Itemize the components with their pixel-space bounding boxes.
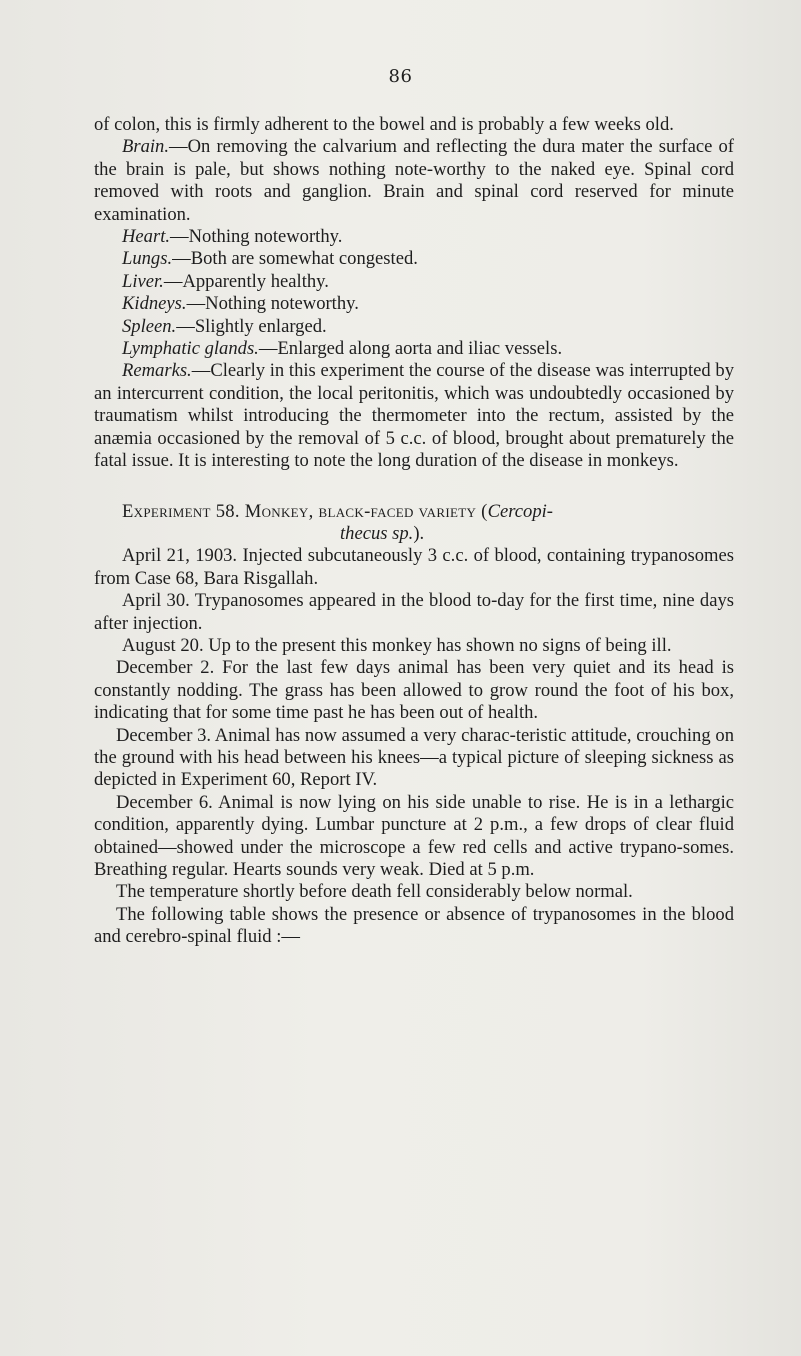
- experiment-entry-april-30: April 30. Trypanosomes appeared in the blood to-day for the first time, nine days after injection.: [94, 590, 734, 634]
- page-number: 86: [388, 66, 413, 87]
- body-text: [94, 114, 734, 949]
- experiment-entry-table-intro: The following table shows the presence or absence of trypanosomes in the blood and cerebro-spinal fluid :—: [94, 903, 734, 948]
- autopsy-entry-label: Liver.: [122, 270, 164, 292]
- experiment-heading-species-cont: thecus sp.: [340, 522, 414, 544]
- remarks-paragraph: [94, 360, 734, 472]
- autopsy-entry-text: —Nothing noteworthy.: [170, 226, 343, 248]
- autopsy-entry-text: —Nothing noteworthy.: [186, 293, 359, 315]
- autopsy-entry-label: Spleen.: [122, 315, 177, 337]
- autopsy-entry-text: —Enlarged along aorta and iliac vessels.: [258, 338, 563, 360]
- experiment-heading-suffix: ).: [413, 522, 425, 544]
- experiment-entry-december-6: December 6. Animal is now lying on his side unable to rise. He is in a lethargic condition, apparently dying. Lumbar puncture at 2 p.m., a few drops of clear fluid obtained—showed under the microscope a few red cells and active trypano-somes. Breathing regular. Hearts sounds very weak. Died at 5 p.m.: [94, 791, 734, 880]
- autopsy-entry-label: Kidneys.: [122, 293, 187, 315]
- autopsy-entry-text: —On removing the calvarium and reflecting the dura mater the surface of the brain is pale, but shows nothing note-worthy to the naked eye. Spinal cord removed with roots and ganglion. Brain and spinal cord reserved for minute examination.: [94, 136, 734, 225]
- autopsy-entry-label: Lungs.: [122, 248, 173, 270]
- autopsy-entry-lymphatic: [94, 338, 734, 360]
- remarks-label: Remarks.: [122, 360, 192, 382]
- experiment-heading: [94, 501, 734, 523]
- autopsy-entry-text: —Apparently healthy.: [163, 270, 329, 292]
- autopsy-entry-text: —Both are somewhat congested.: [172, 248, 418, 270]
- autopsy-entry-label: Brain.: [122, 136, 170, 158]
- autopsy-continuation: of colon, this is firmly adherent to the bowel and is probably a few weeks old.: [94, 114, 674, 135]
- experiment-entry-april-21: April 21, 1903. Injected subcutaneously 3 c.c. of blood, containing trypanosomes from Case 68, Bara Risgallah.: [94, 545, 734, 589]
- experiment-entry-december-3: December 3. Animal has now assumed a very charac-teristic attitude, crouching on the ground with his head between his knees—a typical picture of sleeping sickness as depicted in Experiment 60, Report IV.: [94, 724, 734, 791]
- remarks-text: —Clearly in this experiment the course of the disease was interrupted by an intercurrent condition, the local peritonitis, which was undoubtedly occasioned by traumatism whilst introducing the thermometer into the rectum, assisted by the anæmia occasioned by the removal of 5 c.c. of blood, brought about prematurely the fatal issue. It is interesting to note the long duration of the disease in monkeys.: [94, 360, 734, 472]
- autopsy-entry-lungs: [94, 248, 734, 270]
- autopsy-entry-label: Heart.: [122, 226, 171, 248]
- autopsy-entry-heart: [94, 226, 734, 248]
- autopsy-entry-spleen: [94, 316, 734, 338]
- experiment-heading-species: Cercopi-: [487, 500, 553, 522]
- autopsy-entry-kidneys: [94, 293, 734, 315]
- autopsy-entry-brain: [94, 136, 734, 226]
- experiment-entry-december-2: December 2. For the last few days animal has been very quiet and its head is constantly nodding. The grass has been allowed to grow round the foot of his box, indicating that for some time past he has been out of health.: [94, 657, 734, 724]
- autopsy-entry-text: —Slightly enlarged.: [176, 315, 327, 337]
- experiment-heading-prefix: Experiment 58. Monkey, black-faced variety (: [122, 500, 488, 522]
- experiment-entry-august-20: August 20. Up to the present this monkey has shown no signs of being ill.: [122, 634, 672, 656]
- experiment-heading-line-2: [94, 523, 734, 545]
- autopsy-entry-liver: [94, 271, 734, 293]
- autopsy-entry-label: Lymphatic glands.: [122, 338, 259, 360]
- section-spacer: [94, 473, 734, 501]
- experiment-entry-temperature: The temperature shortly before death fell considerably below normal.: [116, 881, 633, 903]
